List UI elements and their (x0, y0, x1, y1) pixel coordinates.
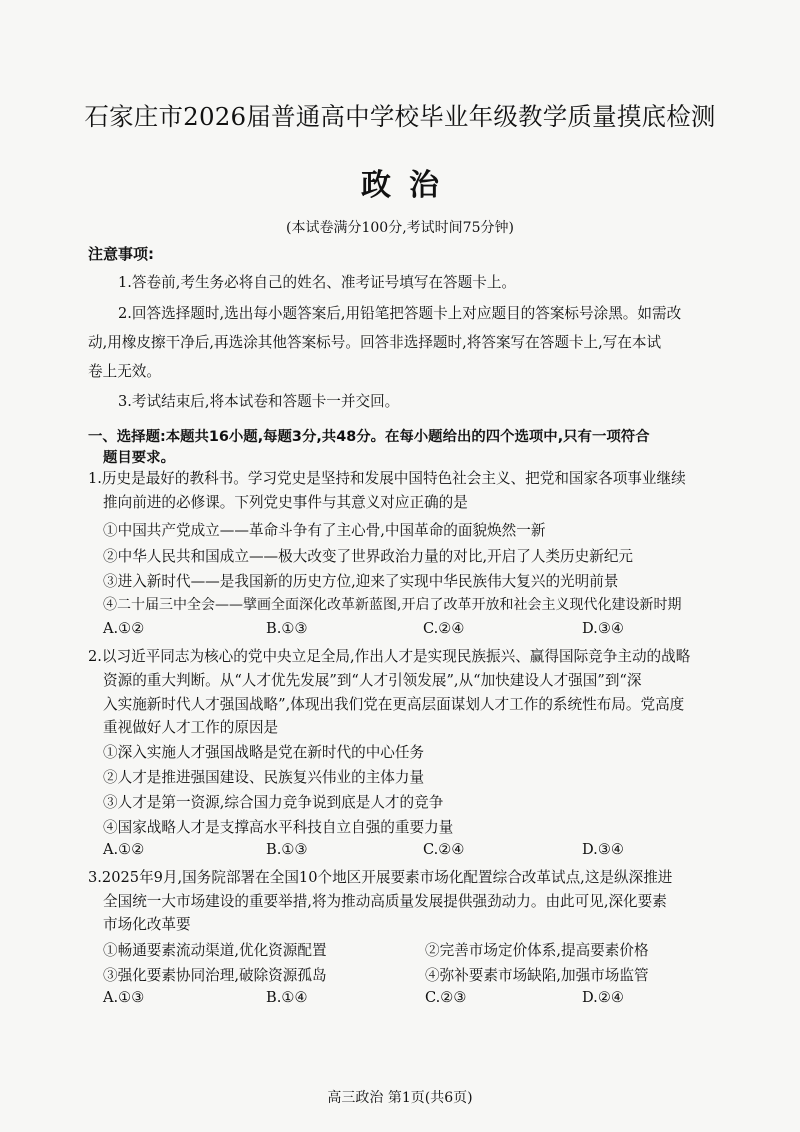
question-1-option-c: C.②④ (423, 620, 465, 637)
note-line: 卷上无效。 (88, 363, 161, 380)
question-1-stem: 1.历史是最好的教科书。学习党史是坚持和发展中国特色社会主义、把党和国家各项事业继续 (88, 470, 686, 487)
page-footer: 高三政治 第1页(共6页) (327, 1090, 473, 1106)
section-heading: 一、选择题:本题共16小题,每题3分,共48分。在每小题给出的四个选项中,只有一项符合 (88, 429, 650, 445)
question-3-option-c: C.②③ (425, 989, 467, 1006)
question-2-option-a: A.①② (103, 841, 145, 858)
question-1-option-d: D.③④ (582, 620, 624, 637)
question-3-stem: 3.2025年9月,国务院部署在全国10个地区开展要素市场化配置综合改革试点,这是纵深推进 (88, 869, 673, 886)
question-1-option-a: A.①② (103, 620, 145, 637)
question-2-option-c: C.②④ (423, 841, 465, 858)
question-2-stem: 重视做好人才工作的原因是 (103, 719, 279, 736)
note-line: 动,用橡皮擦干净后,再选涂其他答案标号。回答非选择题时,将答案写在答题卡上,写在本试 (88, 334, 662, 351)
exam-title: 石家庄市2026届普通高中学校毕业年级教学质量摸底检测 (84, 102, 716, 131)
question-1-statement: ④二十届三中全会——擘画全面深化改革新蓝图,开启了改革开放和社会主义现代化建设新时期 (103, 597, 682, 613)
question-2-statement: ②人才是推进强国建设、民族复兴伟业的主体力量 (103, 769, 425, 786)
question-1-stem: 推向前进的必修课。下列党史事件与其意义对应正确的是 (103, 494, 468, 511)
question-3-statement: ④弥补要素市场缺陷,加强市场监管 (425, 967, 649, 984)
notes-heading: 注意事项: (88, 245, 154, 263)
note-line: 2.回答选择题时,选出每小题答案后,用铅笔把答题卡上对应题目的答案标号涂黑。如需改 (118, 305, 682, 322)
question-3-option-d: D.②④ (582, 989, 624, 1006)
question-2-stem: 入实施新时代人才强国战略”,体现出我们党在更高层面谋划人才工作的系统性布局。党高度 (103, 696, 685, 713)
note-line: 3.考试结束后,将本试卷和答题卡一并交回。 (118, 393, 400, 410)
question-3-statement: ②完善市场定价体系,提高要素价格 (425, 942, 649, 959)
question-3-statement: ③强化要素协同治理,破除资源孤岛 (103, 967, 327, 984)
question-2-statement: ①深入实施人才强国战略是党在新时代的中心任务 (103, 744, 425, 761)
question-3-option-b: B.①④ (266, 989, 308, 1006)
exam-info: (本试卷满分100分,考试时间75分钟) (286, 220, 514, 236)
question-1-option-b: B.①③ (266, 620, 308, 637)
question-1-statement: ③进入新时代——是我国新的历史方位,迎来了实现中华民族伟大复兴的光明前景 (103, 573, 619, 590)
question-1-statement: ②中华人民共和国成立——极大改变了世界政治力量的对比,开启了人类历史新纪元 (103, 548, 634, 565)
question-2-statement: ③人才是第一资源,综合国力竞争说到底是人才的竞争 (103, 794, 444, 811)
question-2-stem: 2.以习近平同志为核心的党中央立足全局,作出人才是实现民族振兴、赢得国际竞争主动的战略 (88, 648, 691, 665)
question-3-stem: 市场化改革要 (103, 916, 191, 933)
question-3-statement: ①畅通要素流动渠道,优化资源配置 (103, 942, 327, 959)
question-2-stem: 资源的重大判断。从“人才优先发展”到“人才引领发展”,从“加快建设人才强国”到“深 (103, 672, 642, 689)
subject-title: 政治 (361, 168, 457, 203)
question-2-statement: ④国家战略人才是支撑高水平科技自立自强的重要力量 (103, 819, 454, 836)
section-heading: 题目要求。 (103, 450, 175, 466)
question-2-option-d: D.③④ (582, 841, 624, 858)
question-3-option-a: A.①③ (103, 989, 145, 1006)
question-2-option-b: B.①③ (266, 841, 308, 858)
question-1-statement: ①中国共产党成立——革命斗争有了主心骨,中国革命的面貌焕然一新 (103, 522, 546, 539)
question-3-stem: 全国统一大市场建设的重要举措,将为推动高质量发展提供强劲动力。由此可见,深化要素 (103, 893, 667, 910)
note-line: 1.答卷前,考生务必将自己的姓名、准考证号填写在答题卡上。 (118, 274, 517, 291)
